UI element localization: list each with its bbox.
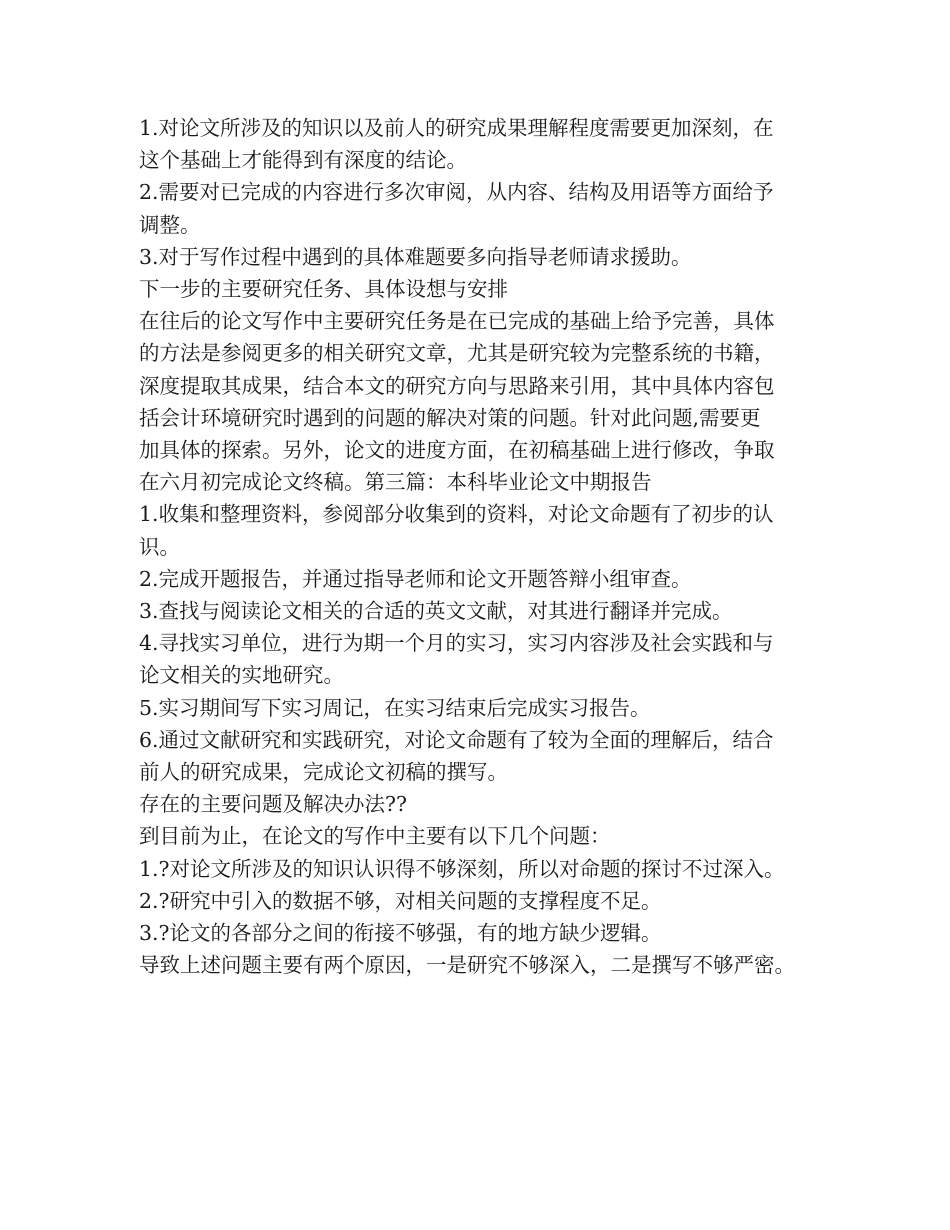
- text-line: 3.?论文的各部分之间的衔接不够强，有的地方缺少逻辑。: [139, 921, 662, 946]
- text-line: 深度提取其成果，结合本文的研究方向与思路来引用，其中具体内容包: [139, 373, 775, 398]
- text-line: 1.?对论文所涉及的知识认识得不够深刻，所以对命题的探讨不过深入。: [139, 856, 785, 881]
- document-body: [139, 112, 829, 981]
- text-line: 导致上述问题主要有两个原因，一是研究不够深入，二是撰写不够严密。: [139, 953, 795, 978]
- text-line: 在往后的论文写作中主要研究任务是在已完成的基础上给予完善，具体: [139, 309, 775, 334]
- text-line: 论文相关的实地研究。: [139, 663, 344, 688]
- text-line: 的方法是参阅更多的相关研究文章，尤其是研究较为完整系统的书籍，: [139, 341, 775, 366]
- text-line: 前人的研究成果，完成论文初稿的撰写。: [139, 760, 508, 785]
- text-line: 1.对论文所涉及的知识以及前人的研究成果理解程度需要更加深刻，在: [139, 116, 774, 140]
- text-line: 2.?研究中引入的数据不够，对相关问题的支撑程度不足。: [139, 888, 662, 913]
- text-line: 到目前为止，在论文的写作中主要有以下几个问题：: [139, 824, 611, 849]
- text-line: 2.完成开题报告，并通过指导老师和论文开题答辩小组审查。: [139, 566, 692, 591]
- text-line: 4.寻找实习单位，进行为期一个月的实习，实习内容涉及社会实践和与: [139, 631, 774, 656]
- section-heading: 下一步的主要研究任务、具体设想与安排: [139, 277, 508, 302]
- text-line: 加具体的探索。另外，论文的进度方面，在初稿基础上进行修改，争取: [139, 438, 775, 463]
- text-line: 括会计环境研究时遇到的问题的解决对策的问题。针对此问题,需要更: [139, 405, 761, 430]
- text-line: 3.对于写作过程中遇到的具体难题要多向指导老师请求援助。: [139, 244, 692, 269]
- text-line: 3.查找与阅读论文相关的合适的英文文献，对其进行翻译并完成。: [139, 599, 733, 624]
- text-line: 调整。: [139, 212, 201, 237]
- text-line: 6.通过文献研究和实践研究，对论文命题有了较为全面的理解后，结合: [139, 727, 774, 752]
- text-line: 1.收集和整理资料，参阅部分收集到的资料，对论文命题有了初步的认: [139, 502, 774, 527]
- text-line: 在六月初完成论文终稿。第三篇：本科毕业论文中期报告: [139, 470, 652, 495]
- text-line: 2.需要对已完成的内容进行多次审阅，从内容、结构及用语等方面给予: [139, 180, 774, 205]
- text-line: 识。: [139, 534, 180, 559]
- text-line: 5.实习期间写下实习周记，在实习结束后完成实习报告。: [139, 695, 651, 720]
- section-heading: 存在的主要问题及解决办法??: [139, 792, 407, 817]
- text-line: 这个基础上才能得到有深度的结论。: [139, 148, 467, 173]
